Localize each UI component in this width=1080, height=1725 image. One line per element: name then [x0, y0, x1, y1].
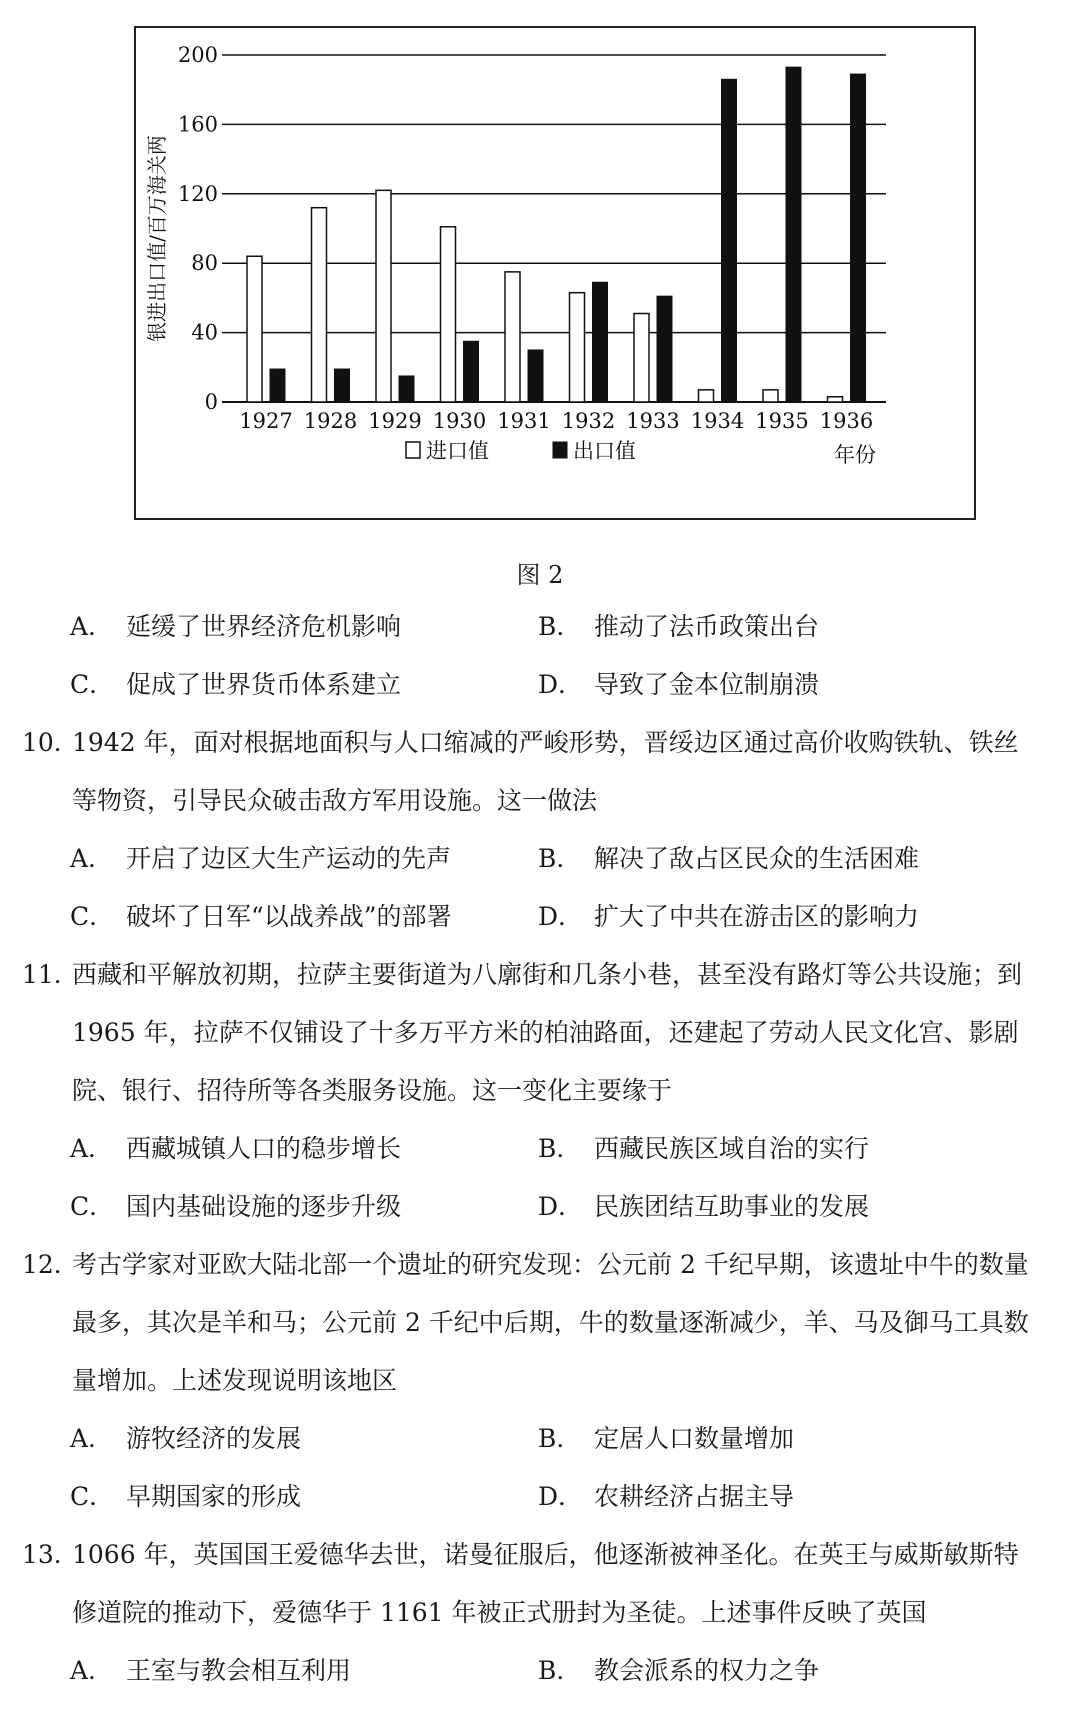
question-stem-line: 1066 年，英国国王爱德华去世，诺曼征服后，他逐渐被神圣化。在英王与威斯敏斯特	[72, 1540, 1019, 1569]
q9-option-d[interactable]	[538, 656, 819, 714]
option-label: D．	[538, 1192, 584, 1221]
q10-options-row-2	[70, 888, 1070, 946]
chart-frame	[134, 26, 976, 520]
option-text: 延缓了世界经济危机影响	[126, 612, 402, 641]
x-tick-label: 1936	[819, 409, 874, 433]
q10-option-a[interactable]	[70, 830, 451, 888]
option-label: C．	[70, 1482, 115, 1511]
q13-option-b[interactable]	[538, 1642, 819, 1700]
question-stem-line: 1965 年，拉萨不仅铺设了十多万平方米的柏油路面，还建起了劳动人民文化宫、影剧	[72, 1018, 1019, 1047]
question-stem-line: 最多，其次是羊和马；公元前 2 千纪中后期，牛的数量逐渐减少，羊、马及御马工具数	[72, 1308, 1029, 1337]
bar-import-1931	[505, 272, 520, 402]
option-text: 早期国家的形成	[126, 1482, 302, 1511]
option-text: 定居人口数量增加	[594, 1424, 795, 1453]
question-stem-line: 院、银行、招待所等各类服务设施。这一变化主要缘于	[72, 1076, 673, 1105]
legend-swatch-export	[553, 442, 567, 458]
bar-export-1936	[851, 74, 866, 402]
q9-options-row-1	[70, 598, 1070, 656]
question-stem-line: 1942 年，面对根据地面积与人口缩减的严峻形势，晋绥边区通过高价收购铁轨、铁丝	[72, 728, 1019, 757]
legend-label-export: 出口值	[573, 439, 636, 463]
question-11	[22, 946, 1062, 1120]
option-label: A．	[70, 1134, 114, 1163]
bar-export-1930	[464, 341, 479, 402]
q12-option-b[interactable]	[538, 1410, 794, 1468]
q9-option-a[interactable]	[70, 598, 401, 656]
y-tick-label: 160	[177, 112, 218, 137]
question-number: 13．	[22, 1540, 79, 1569]
y-tick-label: 40	[191, 320, 218, 345]
q11-option-d[interactable]	[538, 1178, 869, 1236]
bar-import-1934	[699, 390, 714, 402]
question-13	[22, 1526, 1062, 1642]
x-tick-label: 1934	[690, 409, 745, 433]
x-tick-label: 1933	[626, 409, 680, 433]
option-label: A．	[70, 612, 114, 641]
option-label: B．	[538, 844, 582, 873]
option-label: B．	[538, 1134, 582, 1163]
question-stem-line: 等物资，引导民众破击敌方军用设施。这一做法	[72, 786, 598, 815]
bar-import-1933	[634, 314, 649, 402]
x-tick-label: 1931	[497, 409, 551, 433]
silver-trade-bar-chart	[136, 28, 974, 518]
bar-import-1929	[376, 190, 391, 402]
q12-option-c[interactable]	[70, 1468, 301, 1526]
option-label: D．	[538, 670, 584, 699]
y-tick-label: 80	[191, 251, 218, 276]
option-text: 扩大了中共在游击区的影响力	[594, 902, 920, 931]
question-12	[22, 1236, 1062, 1410]
q9-options-row-2	[70, 656, 1070, 714]
x-tick-label: 1932	[561, 409, 616, 433]
bar-export-1933	[657, 296, 672, 402]
question-number: 11．	[22, 960, 79, 989]
bar-export-1929	[399, 376, 414, 402]
q11-option-c[interactable]	[70, 1178, 401, 1236]
bar-import-1936	[828, 397, 843, 402]
q11-options-row-1	[70, 1120, 1070, 1178]
q12-options-row-2	[70, 1468, 1070, 1526]
x-tick-label: 1935	[755, 409, 809, 433]
q12-option-d[interactable]	[538, 1468, 794, 1526]
q10-option-c[interactable]	[70, 888, 452, 946]
option-label: B．	[538, 1656, 582, 1685]
option-label: D．	[538, 902, 584, 931]
x-tick-label: 1930	[432, 409, 487, 433]
legend-swatch-import	[406, 442, 420, 458]
q12-option-a[interactable]	[70, 1410, 301, 1468]
option-label: C．	[70, 670, 115, 699]
q11-option-b[interactable]	[538, 1120, 869, 1178]
x-tick-label: 1929	[368, 409, 422, 433]
q11-options-row-2	[70, 1178, 1070, 1236]
question-stem-line: 西藏和平解放初期，拉萨主要街道为八廓街和几条小巷，甚至没有路灯等公共设施；到	[72, 960, 1023, 989]
bar-import-1928	[312, 208, 327, 402]
option-label: B．	[538, 1424, 582, 1453]
option-label: B．	[538, 612, 582, 641]
q9-option-c[interactable]	[70, 656, 401, 714]
option-text: 开启了边区大生产运动的先声	[126, 844, 452, 873]
option-text: 促成了世界货币体系建立	[126, 670, 402, 699]
option-label: A．	[70, 844, 114, 873]
question-stem-line: 量增加。上述发现说明该地区	[72, 1366, 398, 1395]
question-stem-line: 修道院的推动下，爱德华于 1161 年被正式册封为圣徒。上述事件反映了英国	[72, 1598, 927, 1627]
y-tick-label: 0	[204, 390, 218, 414]
question-number: 10．	[22, 728, 79, 757]
option-label: A．	[70, 1656, 114, 1685]
option-text: 教会派系的权力之争	[594, 1656, 820, 1685]
option-text: 王室与教会相互利用	[126, 1656, 352, 1685]
q13-options-row-1	[70, 1642, 1070, 1700]
q13-option-a[interactable]	[70, 1642, 351, 1700]
bar-import-1930	[441, 227, 456, 402]
y-axis-label: 银进出口值/百万海关两	[145, 135, 169, 342]
q12-options-row-1	[70, 1410, 1070, 1468]
q11-option-a[interactable]	[70, 1120, 401, 1178]
q10-options-row-1	[70, 830, 1070, 888]
q10-option-b[interactable]	[538, 830, 919, 888]
option-text: 导致了金本位制崩溃	[594, 670, 820, 699]
option-label: A．	[70, 1424, 114, 1453]
question-number: 12．	[22, 1250, 79, 1279]
y-tick-label: 200	[177, 43, 218, 67]
bar-export-1927	[270, 369, 285, 402]
q10-option-d[interactable]	[538, 888, 919, 946]
option-text: 解决了敌占区民众的生活困难	[594, 844, 920, 873]
option-label: D．	[538, 1482, 584, 1511]
option-text: 民族团结互助事业的发展	[594, 1192, 870, 1221]
option-label: C．	[70, 1192, 115, 1221]
option-text: 西藏民族区域自治的实行	[594, 1134, 870, 1163]
bar-import-1935	[763, 390, 778, 402]
option-text: 西藏城镇人口的稳步增长	[126, 1134, 402, 1163]
x-tick-label: 1928	[303, 409, 358, 433]
bar-export-1932	[593, 282, 608, 402]
option-text: 农耕经济占据主导	[594, 1482, 795, 1511]
bar-import-1927	[247, 256, 262, 402]
q9-option-b[interactable]	[538, 598, 819, 656]
option-text: 推动了法币政策出台	[594, 612, 820, 641]
bar-import-1932	[570, 293, 585, 402]
question-10	[22, 714, 1062, 830]
figure-caption: 图 2	[516, 561, 564, 589]
option-label: C．	[70, 902, 115, 931]
bar-export-1934	[722, 79, 737, 402]
question-stem-line: 考古学家对亚欧大陆北部一个遗址的研究发现：公元前 2 千纪早期，该遗址中牛的数量	[72, 1250, 1029, 1279]
option-text: 国内基础设施的逐步升级	[126, 1192, 402, 1221]
x-axis-label: 年份	[834, 443, 876, 467]
option-text: 游牧经济的发展	[126, 1424, 302, 1453]
bar-export-1935	[786, 67, 801, 402]
legend-label-import: 进口值	[426, 439, 489, 463]
bar-export-1931	[528, 350, 543, 402]
option-text: 破坏了日军“以战养战”的部署	[126, 902, 452, 931]
bar-export-1928	[335, 369, 350, 402]
x-tick-label: 1927	[239, 409, 293, 433]
y-tick-label: 120	[177, 181, 218, 206]
